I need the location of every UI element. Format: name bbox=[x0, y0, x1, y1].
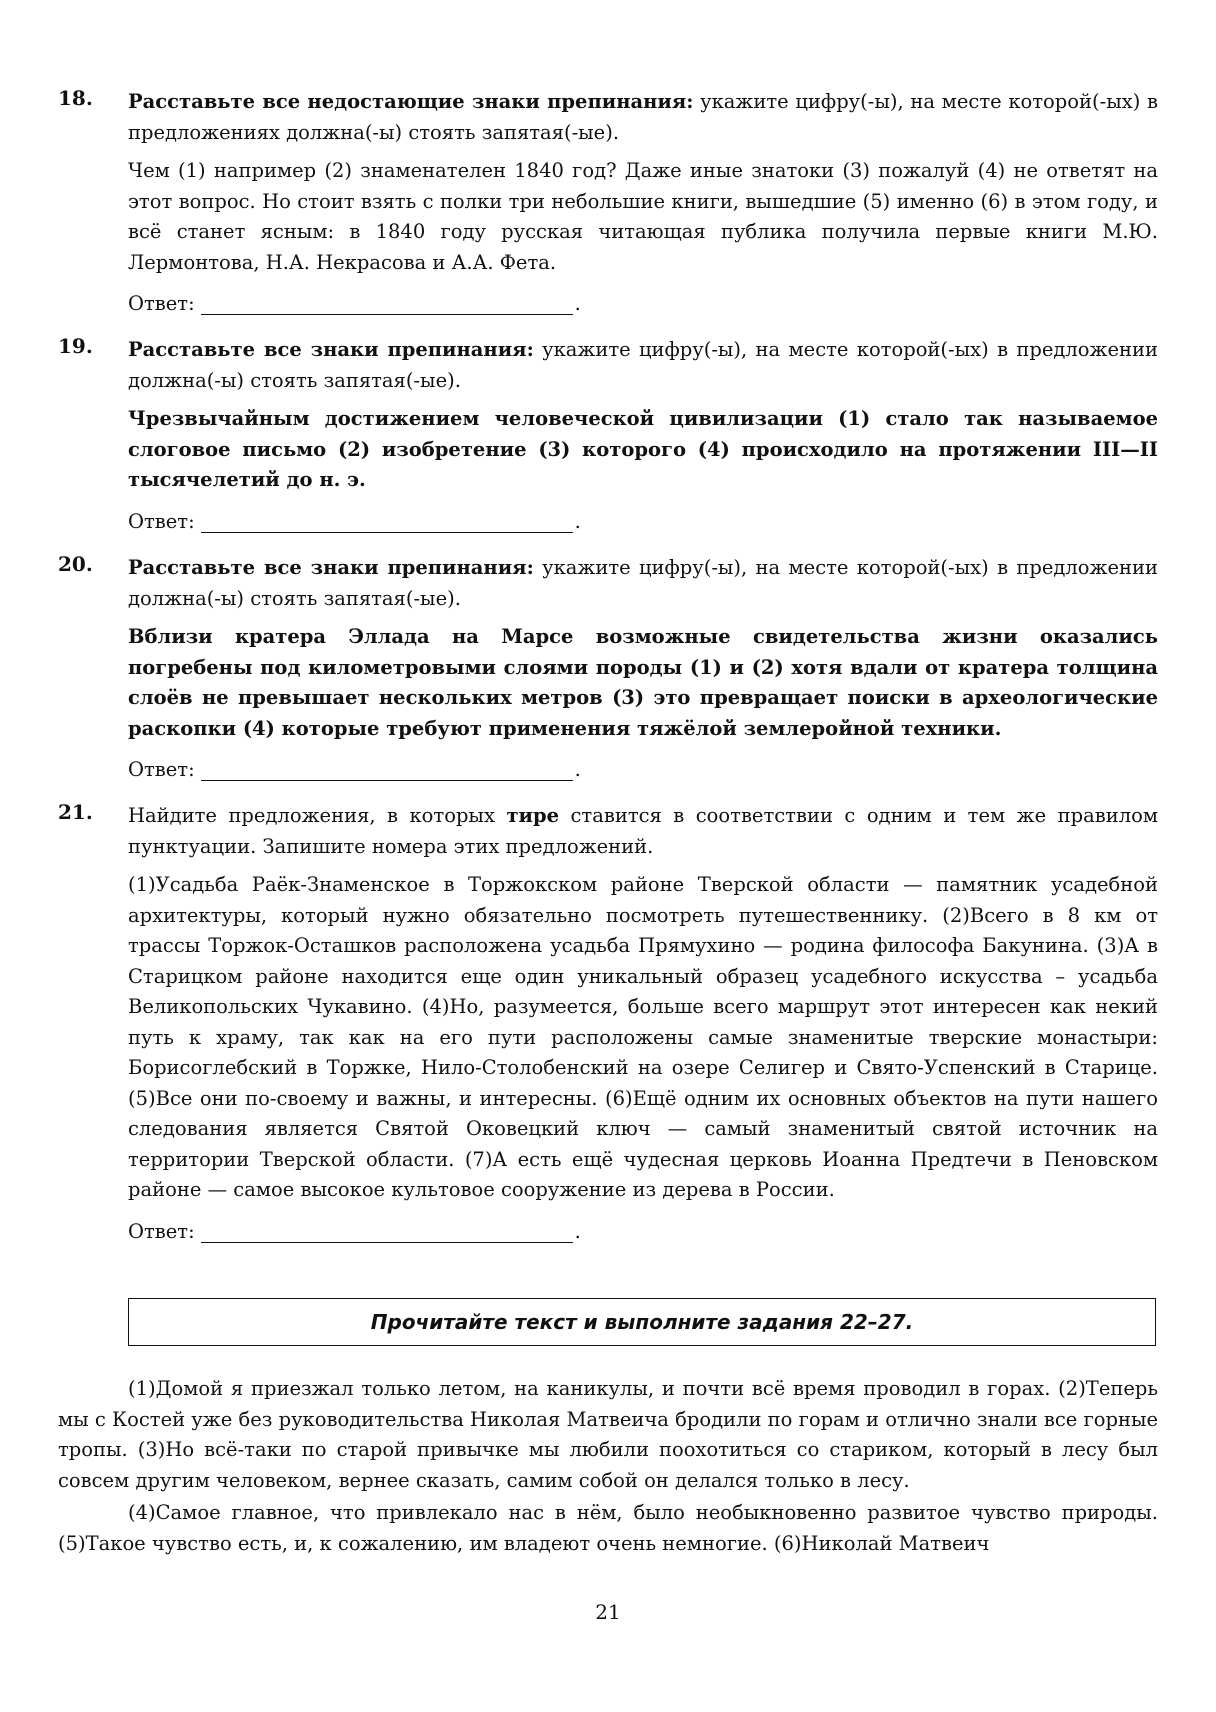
task-number: 18. bbox=[58, 86, 93, 110]
task-number: 20. bbox=[58, 552, 93, 576]
answer-label: Ответ: bbox=[128, 1219, 195, 1243]
answer-dot: . bbox=[574, 758, 581, 781]
task-instruction bbox=[128, 800, 1158, 862]
answer-label: Ответ: bbox=[128, 292, 195, 315]
instruction-rest: укажите цифру(-ы), на месте которой(-ых) в предложении должна(-ы) стоять запятая(-ые). bbox=[128, 338, 1158, 392]
task-number: 19. bbox=[58, 334, 93, 358]
answer-label: Ответ: bbox=[128, 758, 195, 781]
task-instruction bbox=[128, 86, 1158, 148]
answer-row bbox=[128, 758, 1158, 781]
instruction-bold: Расставьте все знаки препинания: bbox=[128, 556, 534, 579]
task-18 bbox=[58, 86, 1158, 315]
reading-text bbox=[58, 1374, 1158, 1561]
instruction-part-b: ставится в соответствии с одним и тем же правилом пунктуации. Запишите номера этих предложений. bbox=[128, 804, 1158, 858]
answer-field[interactable] bbox=[201, 1222, 573, 1243]
instruction-rest: укажите цифру(-ы), на месте которой(-ых) в предложении должна(-ы) стоять запятая(-ые). bbox=[128, 556, 1158, 610]
page-number: 21 bbox=[595, 1600, 621, 1624]
task-20 bbox=[58, 552, 1158, 781]
instruction-bold: Расставьте все недостающие знаки препинания: bbox=[128, 90, 694, 113]
reading-paragraph-1: (1)Домой я приезжал только летом, на каникулы, и почти всё время проводил в горах. (2)Теперь мы с Костей уже без руководительства Николая Матвеича бродили по горам и отлично знали все горные тропы. (3)Но всё-таки по старой привычке мы любили поохотиться со стариком, который в лесу был совсем другим человеком, вернее сказать, самим собой он делался только в лесу. bbox=[58, 1377, 1158, 1492]
answer-field[interactable] bbox=[201, 760, 573, 781]
task-text: Чрезвычайным достижением человеческой цивилизации (1) стало так называемое слоговое письмо (2) изобретение (3) которого (4) происходило на протяжении III—II тысячелетий до н. э. bbox=[128, 407, 1158, 491]
task-text: Вблизи кратера Эллада на Марсе возможные свидетельства жизни оказались погребены под километровыми слоями породы (1) и (2) хотя вдали от кратера толщина слоёв не превышает нескольких метров (3) это превращает поиски в археологические раскопки (4) которые требуют применения тяжёлой землеройной техники. bbox=[128, 625, 1158, 740]
answer-row bbox=[128, 1220, 1158, 1243]
answer-label: Ответ: bbox=[128, 509, 195, 533]
section-banner: Прочитайте текст и выполните задания 22–27. bbox=[128, 1298, 1156, 1346]
reading-paragraph-2: (4)Самое главное, что привлекало нас в нём, было необыкновенно развитое чувство природы. (5)Такое чувство есть, и, к сожалению, им владеют очень немногие. (6)Николай Матвеич bbox=[58, 1501, 1158, 1555]
instruction-bold: Расставьте все знаки препинания: bbox=[128, 338, 534, 361]
instruction-bold: тире bbox=[506, 804, 560, 827]
instruction-part-a: Найдите предложения, в которых bbox=[128, 804, 507, 827]
answer-field[interactable] bbox=[201, 294, 573, 315]
task-instruction bbox=[128, 334, 1158, 396]
task-text: Чем (1) например (2) знаменателен 1840 год? Даже иные знатоки (3) пожалуй (4) не ответят на этот вопрос. Но стоит взять с полки три небольшие книги, вышедшие (5) именно (6) в этом году, и всё станет ясным: в 1840 году русская читающая публика получила первые книги М.Ю. Лермонтова, Н.А. Некрасова и А.А. Фета. bbox=[128, 159, 1158, 274]
answer-dot: . bbox=[574, 292, 581, 315]
answer-field[interactable] bbox=[201, 512, 573, 533]
answer-row bbox=[128, 292, 1158, 315]
answer-dot: . bbox=[574, 1219, 581, 1243]
task-instruction bbox=[128, 552, 1158, 614]
instruction-rest: укажите цифру(-ы), на месте которой(-ых) в предложениях должна(-ы) стоять запятая(-ые). bbox=[128, 90, 1159, 144]
task-text: (1)Усадьба Раёк-Знаменское в Торжокском районе Тверской области — памятник усадебной архитектуры, который нужно обязательно посмотреть путешественнику. (2)Всего в 8 км от трассы Торжок-Осташков расположена усадьба Прямухино — родина философа Бакунина. (3)А в Старицком районе находится еще один уникальный образец усадебного искусства – усадьба Великопольских Чукавино. (4)Но, разумеется, больше всего маршрут этот интересен как некий путь к храму, так как на его пути расположены самые знаменитые тверские монастыри: Борисоглебский в Торжке, Нило-Столобенский на озере Селигер и Свято-Успенский в Старице. (5)Все они по-своему и важны, и интересны. (6)Ещё одним их основных объектов на пути нашего следования является Святой Оковецкий ключ — самый знаменитый святой источник на территории Тверской области. (7)А есть ещё чудесная церковь Иоанна Предтечи в Пеновском районе — самое высокое культовое сооружение из дерева в России. bbox=[128, 873, 1158, 1201]
answer-dot: . bbox=[574, 509, 581, 533]
answer-row bbox=[128, 510, 1158, 533]
task-19 bbox=[58, 334, 1158, 533]
task-number: 21. bbox=[58, 800, 93, 824]
task-21 bbox=[58, 800, 1158, 1243]
